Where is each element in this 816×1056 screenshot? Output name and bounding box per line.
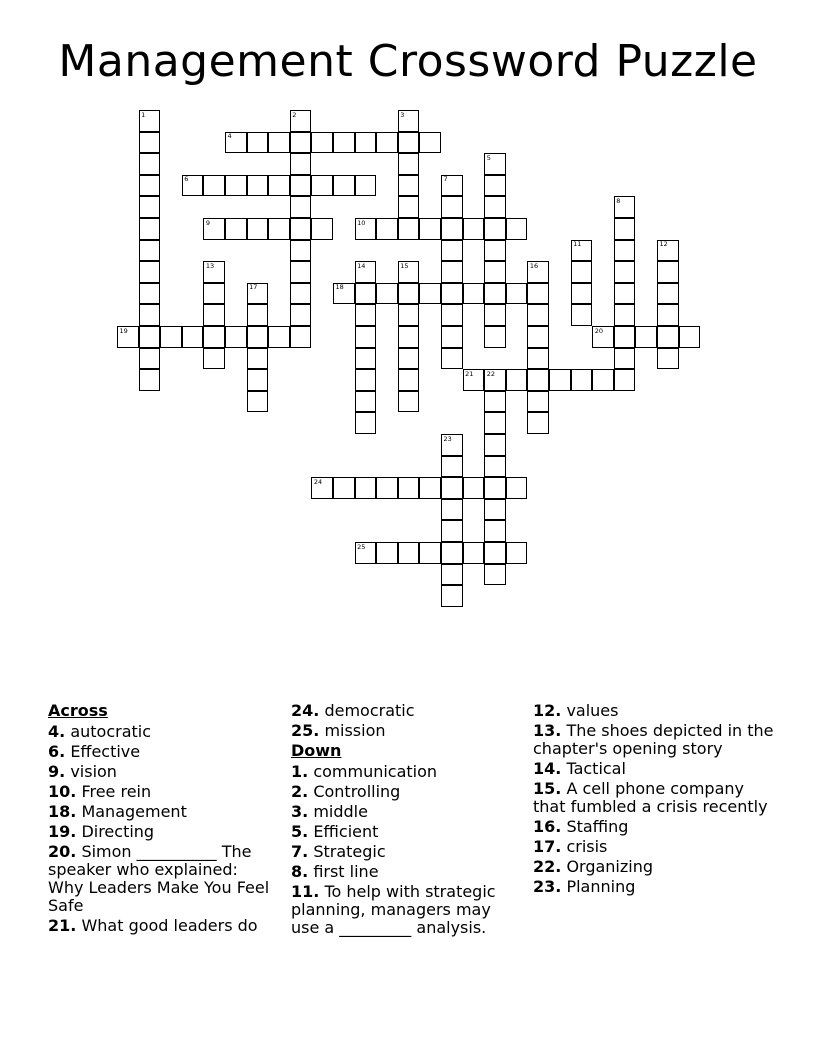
crossword-cell[interactable] [247, 326, 269, 348]
crossword-cell[interactable] [225, 218, 247, 240]
crossword-cell[interactable] [139, 196, 161, 218]
crossword-cell[interactable] [419, 542, 441, 564]
crossword-cell[interactable] [398, 542, 420, 564]
clue-number: 4. [48, 722, 66, 741]
clue-number: 15. [533, 779, 562, 798]
down-clue [291, 843, 523, 861]
crossword-cell[interactable] [441, 434, 463, 456]
across-clue [48, 917, 278, 935]
cell-number: 16 [529, 261, 539, 270]
crossword-cell[interactable] [333, 175, 355, 197]
crossword-cell[interactable] [355, 218, 377, 240]
crossword-cell[interactable] [117, 326, 139, 348]
crossword-cell[interactable] [398, 132, 420, 154]
crossword-cell[interactable] [311, 218, 333, 240]
crossword-cell[interactable] [657, 326, 679, 348]
clue-number: 21. [48, 916, 77, 935]
clue-text: Tactical [566, 759, 626, 778]
crossword-cell[interactable] [139, 110, 161, 132]
crossword-cell[interactable] [441, 326, 463, 348]
cell-number: 17 [249, 283, 258, 292]
clue-number: 25. [291, 721, 320, 740]
across-clue [48, 743, 278, 761]
clue-number: 20. [48, 842, 77, 861]
crossword-cell[interactable] [139, 369, 161, 391]
clue-number: 6. [48, 742, 66, 761]
crossword-cell[interactable] [441, 520, 463, 542]
clue-number: 24. [291, 701, 320, 720]
crossword-cell[interactable] [225, 132, 247, 154]
crossword-cell[interactable] [484, 261, 506, 283]
clue-text: middle [313, 802, 368, 821]
clue-column-3 [533, 702, 778, 898]
clue-text: What good leaders do [81, 916, 258, 935]
crossword-cell[interactable] [484, 391, 506, 413]
crossword-cell[interactable] [484, 326, 506, 348]
crossword-cell[interactable] [355, 369, 377, 391]
down-clue [533, 780, 778, 816]
cell-number: 20 [594, 326, 603, 335]
clue-number: 10. [48, 782, 77, 801]
crossword-cell[interactable] [571, 283, 593, 305]
crossword-cell[interactable] [355, 326, 377, 348]
crossword-cell[interactable] [441, 456, 463, 478]
crossword-cell[interactable] [355, 261, 377, 283]
crossword-cell[interactable] [419, 132, 441, 154]
cell-number: 3 [400, 110, 405, 119]
crossword-cell[interactable] [247, 132, 269, 154]
crossword-cell[interactable] [333, 132, 355, 154]
crossword-cell[interactable] [441, 261, 463, 283]
crossword-cell[interactable] [441, 585, 463, 607]
crossword-cell[interactable] [484, 499, 506, 521]
clue-text: values [566, 701, 619, 720]
down-clue [291, 823, 523, 841]
crossword-cell[interactable] [290, 218, 312, 240]
crossword-cell[interactable] [376, 218, 398, 240]
crossword-cell[interactable] [247, 283, 269, 305]
crossword-cell[interactable] [527, 283, 549, 305]
crossword-cell[interactable] [484, 412, 506, 434]
clue-text: Planning [566, 877, 636, 896]
clue-number: 17. [533, 837, 562, 856]
clue-text: Strategic [313, 842, 386, 861]
crossword-cell[interactable] [398, 391, 420, 413]
crossword-cell[interactable] [441, 304, 463, 326]
crossword-cell[interactable] [463, 283, 485, 305]
clue-number: 5. [291, 822, 309, 841]
crossword-cell[interactable] [441, 542, 463, 564]
puzzle-title: Management Crossword Puzzle [58, 36, 758, 87]
clue-text: communication [313, 762, 438, 781]
crossword-cell[interactable] [290, 153, 312, 175]
crossword-cell[interactable] [268, 132, 290, 154]
down-clue [291, 783, 523, 801]
crossword-cell[interactable] [419, 283, 441, 305]
crossword-cell[interactable] [484, 456, 506, 478]
crossword-cell[interactable] [355, 542, 377, 564]
crossword-cell[interactable] [614, 261, 636, 283]
crossword-cell[interactable] [592, 326, 614, 348]
crossword-cell[interactable] [484, 304, 506, 326]
crossword-cell[interactable] [355, 348, 377, 370]
crossword-cell[interactable] [225, 175, 247, 197]
crossword-cell[interactable] [290, 132, 312, 154]
clue-number: 2. [291, 782, 309, 801]
crossword-cell[interactable] [203, 218, 225, 240]
crossword-cell[interactable] [290, 175, 312, 197]
crossword-cell[interactable] [355, 132, 377, 154]
crossword-cell[interactable] [484, 434, 506, 456]
clue-number: 3. [291, 802, 309, 821]
clue-number: 9. [48, 762, 66, 781]
crossword-cell[interactable] [225, 326, 247, 348]
crossword-cell[interactable] [527, 348, 549, 370]
crossword-cell[interactable] [506, 477, 528, 499]
crossword-cell[interactable] [484, 542, 506, 564]
down-clue [533, 702, 778, 720]
across-clue [291, 722, 523, 740]
crossword-cell[interactable] [441, 196, 463, 218]
across-heading: Across [48, 701, 108, 720]
crossword-cell[interactable] [139, 326, 161, 348]
clue-text: Management [81, 802, 187, 821]
clue-number: 22. [533, 857, 562, 876]
crossword-cell[interactable] [441, 477, 463, 499]
crossword-cell[interactable] [614, 348, 636, 370]
crossword-cell[interactable] [290, 326, 312, 348]
crossword-cell[interactable] [376, 132, 398, 154]
crossword-cell[interactable] [592, 369, 614, 391]
crossword-cell[interactable] [527, 261, 549, 283]
clue-text: Organizing [566, 857, 654, 876]
crossword-cell[interactable] [657, 304, 679, 326]
clue-number: 16. [533, 817, 562, 836]
clue-number: 18. [48, 802, 77, 821]
crossword-cell[interactable] [398, 304, 420, 326]
across-clue [48, 823, 278, 841]
crossword-cell[interactable] [398, 477, 420, 499]
clue-number: 8. [291, 862, 309, 881]
down-heading: Down [291, 741, 342, 760]
crossword-cell[interactable] [247, 175, 269, 197]
clue-text: autocratic [70, 722, 152, 741]
crossword-cell[interactable] [247, 348, 269, 370]
crossword-cell[interactable] [527, 412, 549, 434]
down-clue [533, 818, 778, 836]
crossword-cell[interactable] [441, 240, 463, 262]
crossword-cell[interactable] [376, 283, 398, 305]
crossword-cell[interactable] [463, 477, 485, 499]
across-clue [48, 763, 278, 781]
crossword-cell[interactable] [398, 218, 420, 240]
cell-number: 1 [141, 110, 146, 119]
cell-number: 2 [292, 110, 297, 119]
crossword-cell[interactable] [657, 283, 679, 305]
crossword-cell[interactable] [614, 304, 636, 326]
crossword-cell[interactable] [182, 326, 204, 348]
crossword-cell[interactable] [614, 240, 636, 262]
crossword-cell[interactable] [657, 240, 679, 262]
clue-text: A cell phone company that fumbled a crisis recently [533, 779, 768, 816]
crossword-cell[interactable] [398, 348, 420, 370]
down-clue [291, 883, 523, 937]
crossword-cell[interactable] [506, 218, 528, 240]
clue-number: 13. [533, 721, 562, 740]
crossword-cell[interactable] [657, 348, 679, 370]
cell-number: 5 [486, 153, 491, 162]
clue-text: Effective [70, 742, 141, 761]
crossword-cell[interactable] [268, 218, 290, 240]
cell-number: 19 [119, 326, 128, 335]
crossword-cell[interactable] [268, 326, 290, 348]
clue-number: 1. [291, 762, 309, 781]
crossword-cell[interactable] [441, 499, 463, 521]
clue-text: Staffing [566, 817, 629, 836]
crossword-cell[interactable] [355, 304, 377, 326]
crossword-cell[interactable] [614, 218, 636, 240]
cell-number: 15 [400, 261, 409, 270]
crossword-cell[interactable] [441, 564, 463, 586]
cell-number: 11 [573, 240, 582, 249]
crossword-cell[interactable] [398, 261, 420, 283]
crossword-cell[interactable] [290, 283, 312, 305]
crossword-cell[interactable] [139, 240, 161, 262]
clue-text: vision [70, 762, 117, 781]
clue-text: Controlling [313, 782, 401, 801]
crossword-cell[interactable] [506, 369, 528, 391]
crossword-cell[interactable] [657, 261, 679, 283]
clue-text: Free rein [81, 782, 152, 801]
clue-number: 14. [533, 759, 562, 778]
crossword-cell[interactable] [139, 348, 161, 370]
clue-number: 23. [533, 877, 562, 896]
crossword-cell[interactable] [355, 175, 377, 197]
cell-number: 14 [357, 261, 366, 270]
crossword-cell[interactable] [484, 477, 506, 499]
crossword-cell[interactable] [527, 326, 549, 348]
crossword-cell[interactable] [247, 218, 269, 240]
crossword-cell[interactable] [484, 369, 506, 391]
crossword-cell[interactable] [290, 304, 312, 326]
crossword-cell[interactable] [463, 218, 485, 240]
clue-number: 11. [291, 882, 320, 901]
crossword-cell[interactable] [247, 304, 269, 326]
crossword-cell[interactable] [398, 110, 420, 132]
crossword-cell[interactable] [527, 369, 549, 391]
crossword-cell[interactable] [290, 240, 312, 262]
down-clue [291, 803, 523, 821]
crossword-cell[interactable] [311, 132, 333, 154]
crossword-cell[interactable] [139, 218, 161, 240]
down-clue [291, 863, 523, 881]
cell-number: 13 [205, 261, 215, 270]
clue-text: crisis [566, 837, 608, 856]
crossword-cell[interactable] [247, 391, 269, 413]
crossword-cell[interactable] [139, 283, 161, 305]
crossword-cell[interactable] [484, 153, 506, 175]
crossword-cell[interactable] [614, 369, 636, 391]
crossword-cell[interactable] [506, 283, 528, 305]
crossword-cell[interactable] [571, 261, 593, 283]
crossword-cell[interactable] [311, 477, 333, 499]
down-clue [533, 760, 778, 778]
crossword-cell[interactable] [139, 132, 161, 154]
crossword-cell[interactable] [203, 261, 225, 283]
clue-number: 12. [533, 701, 562, 720]
crossword-cell[interactable] [355, 412, 377, 434]
crossword-cell[interactable] [182, 175, 204, 197]
crossword-cell[interactable] [398, 283, 420, 305]
crossword-cell[interactable] [203, 326, 225, 348]
crossword-cell[interactable] [484, 520, 506, 542]
crossword-cell[interactable] [268, 175, 290, 197]
across-clue [48, 803, 278, 821]
crossword-cell[interactable] [333, 283, 355, 305]
across-clue [48, 843, 278, 915]
crossword-cell[interactable] [441, 218, 463, 240]
across-clue [48, 783, 278, 801]
clue-text: democratic [324, 701, 415, 720]
crossword-cell[interactable] [484, 218, 506, 240]
across-clue [291, 702, 523, 720]
crossword-cell[interactable] [484, 175, 506, 197]
down-clue [533, 838, 778, 856]
crossword-cell[interactable] [506, 542, 528, 564]
crossword-cell[interactable] [311, 175, 333, 197]
crossword-cell[interactable] [290, 261, 312, 283]
crossword-cell[interactable] [398, 326, 420, 348]
crossword-cell[interactable] [463, 542, 485, 564]
crossword-cell[interactable] [441, 175, 463, 197]
crossword-cell[interactable] [398, 175, 420, 197]
cell-number: 18 [335, 283, 344, 292]
crossword-cell[interactable] [484, 283, 506, 305]
crossword-cell[interactable] [333, 477, 355, 499]
crossword-cell[interactable] [139, 175, 161, 197]
crossword-cell[interactable] [139, 153, 161, 175]
crossword-cell[interactable] [290, 110, 312, 132]
crossword-cell[interactable] [398, 196, 420, 218]
crossword-cell[interactable] [527, 304, 549, 326]
crossword-cell[interactable] [635, 326, 657, 348]
crossword-cell[interactable] [247, 369, 269, 391]
crossword-cell[interactable] [549, 369, 571, 391]
crossword-cell[interactable] [614, 283, 636, 305]
crossword-cell[interactable] [463, 369, 485, 391]
crossword-cell[interactable] [398, 153, 420, 175]
crossword-cell[interactable] [376, 542, 398, 564]
crossword-cell[interactable] [441, 348, 463, 370]
clue-text: Directing [81, 822, 155, 841]
down-clue [533, 878, 778, 896]
crossword-cell[interactable] [160, 326, 182, 348]
cell-number: 23 [443, 434, 452, 443]
clue-text: To help with strategic planning, managers may use a _________ analysis. [291, 882, 496, 937]
crossword-cell[interactable] [419, 218, 441, 240]
crossword-cell[interactable] [203, 175, 225, 197]
crossword-cell[interactable] [203, 304, 225, 326]
cell-number: 21 [465, 369, 474, 378]
cell-number: 25 [357, 542, 366, 551]
crossword-cell[interactable] [484, 240, 506, 262]
crossword-cell[interactable] [571, 240, 593, 262]
down-clue [533, 722, 778, 758]
clue-number: 19. [48, 822, 77, 841]
crossword-cell[interactable] [355, 283, 377, 305]
cell-number: 6 [184, 175, 189, 184]
cell-number: 8 [616, 196, 621, 205]
crossword-cell[interactable] [484, 196, 506, 218]
crossword-cell[interactable] [203, 348, 225, 370]
crossword-cell[interactable] [139, 304, 161, 326]
clue-column-1 [48, 702, 278, 937]
down-clue [291, 763, 523, 781]
down-clue [533, 858, 778, 876]
clue-text: The shoes depicted in the chapter's opening story [533, 721, 774, 758]
cell-number: 10 [357, 218, 366, 227]
crossword-cell[interactable] [139, 261, 161, 283]
crossword-cell[interactable] [376, 477, 398, 499]
crossword-cell[interactable] [571, 304, 593, 326]
crossword-cell[interactable] [614, 326, 636, 348]
crossword-cell[interactable] [571, 369, 593, 391]
cell-number: 24 [313, 477, 323, 486]
crossword-cell[interactable] [527, 391, 549, 413]
cell-number: 9 [205, 218, 211, 227]
cell-number: 22 [486, 369, 495, 378]
clue-column-2 [291, 702, 523, 939]
cell-number: 4 [227, 132, 232, 141]
crossword-cell[interactable] [419, 477, 441, 499]
crossword-cell[interactable] [441, 283, 463, 305]
crossword-cell[interactable] [355, 477, 377, 499]
crossword-cell[interactable] [614, 196, 636, 218]
crossword-cell[interactable] [290, 196, 312, 218]
crossword-cell[interactable] [355, 391, 377, 413]
crossword-cell[interactable] [203, 283, 225, 305]
clue-text: mission [324, 721, 386, 740]
crossword-cell[interactable] [398, 369, 420, 391]
crossword-cell[interactable] [484, 564, 506, 586]
cell-number: 12 [659, 240, 668, 249]
clue-text: first line [313, 862, 379, 881]
across-clue [48, 723, 278, 741]
clue-number: 7. [291, 842, 309, 861]
cell-number: 7 [443, 175, 448, 184]
clue-text: Simon __________ The speaker who explained: Why Leaders Make You Feel Safe [48, 842, 270, 915]
crossword-cell[interactable] [679, 326, 701, 348]
clue-text: Efficient [313, 822, 379, 841]
